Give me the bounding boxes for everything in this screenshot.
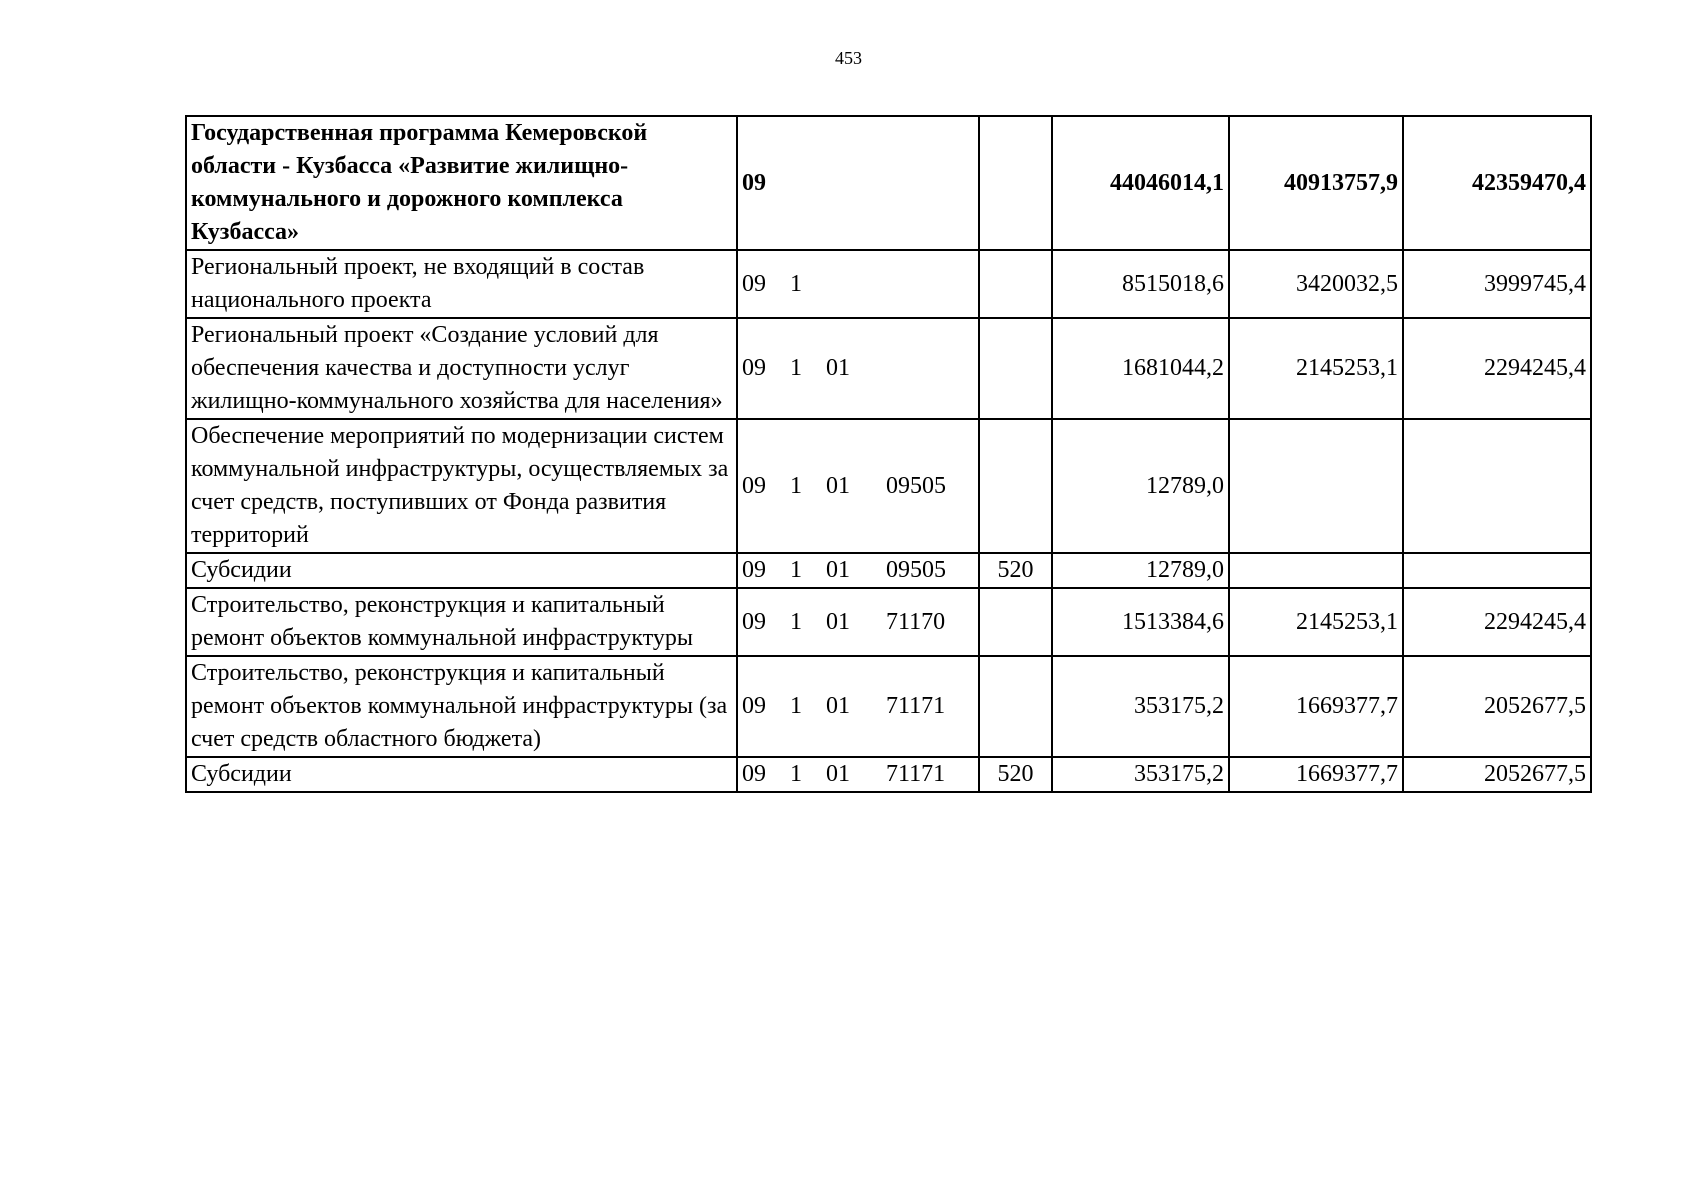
amount-year-1: 8515018,6 (1052, 250, 1229, 318)
table-row (186, 250, 1591, 318)
code-part-subprogram: 1 (790, 270, 802, 297)
amount-year-1: 353175,2 (1052, 656, 1229, 757)
program-code (737, 656, 979, 757)
expense-type (979, 656, 1052, 757)
amount-year-3 (1403, 419, 1591, 553)
program-code (737, 553, 979, 588)
program-code (737, 588, 979, 656)
expense-type (979, 588, 1052, 656)
budget-table (185, 115, 1592, 793)
page-number: 453 (835, 48, 862, 68)
table-row (186, 656, 1591, 757)
amount-year-3: 2294245,4 (1403, 318, 1591, 419)
expense-type (979, 419, 1052, 553)
amount-year-1: 12789,0 (1052, 553, 1229, 588)
table-row (186, 588, 1591, 656)
item-name: Субсидии (186, 757, 737, 792)
code-part-subprogram: 1 (790, 472, 802, 499)
item-name: Субсидии (186, 553, 737, 588)
amount-year-2: 3420032,5 (1229, 250, 1403, 318)
code-part-subprogram: 1 (790, 557, 802, 583)
code-part-program: 09 (742, 693, 766, 719)
amount-year-3: 2052677,5 (1403, 757, 1591, 792)
program-code (737, 419, 979, 553)
code-part-program: 09 (742, 557, 766, 583)
code-part-program: 09 (742, 169, 766, 196)
item-name: Государственная программа Кемеровской области - Кузбасса «Развитие жилищно-коммунального и дорожного комплекса Кузбасса» (186, 116, 737, 250)
code-part-program: 09 (742, 472, 766, 499)
amount-year-1: 1681044,2 (1052, 318, 1229, 419)
amount-year-3: 2294245,4 (1403, 588, 1591, 656)
expense-type (979, 250, 1052, 318)
code-part-subprogram: 1 (790, 355, 802, 381)
code-part-project: 01 (826, 761, 850, 787)
amount-year-2 (1229, 553, 1403, 588)
item-name: Региональный проект, не входящий в состав национального проекта (186, 250, 737, 318)
amount-year-2: 1669377,7 (1229, 757, 1403, 792)
item-name: Строительство, реконструкция и капитальный ремонт объектов коммунальной инфраструктуры (за счет средств областного бюджета) (186, 656, 737, 757)
code-part-program: 09 (742, 608, 766, 635)
code-part-direction: 71171 (886, 761, 946, 787)
table-row (186, 757, 1591, 792)
table-row (186, 553, 1591, 588)
code-part-project: 01 (826, 693, 850, 719)
table-row (186, 419, 1591, 553)
amount-year-3: 42359470,4 (1403, 116, 1591, 250)
expense-type: 520 (979, 757, 1052, 792)
amount-year-1: 1513384,6 (1052, 588, 1229, 656)
table-row (186, 318, 1591, 419)
amount-year-1: 12789,0 (1052, 419, 1229, 553)
code-part-project: 01 (826, 355, 850, 381)
code-part-project: 01 (826, 472, 850, 499)
code-part-subprogram: 1 (790, 608, 802, 635)
amount-year-3 (1403, 553, 1591, 588)
code-part-direction: 71170 (886, 608, 946, 635)
amount-year-2: 1669377,7 (1229, 656, 1403, 757)
amount-year-3: 3999745,4 (1403, 250, 1591, 318)
program-code (737, 757, 979, 792)
amount-year-1: 44046014,1 (1052, 116, 1229, 250)
code-part-direction: 09505 (886, 472, 946, 499)
program-code (737, 250, 979, 318)
expense-type (979, 116, 1052, 250)
program-code (737, 116, 979, 250)
item-name: Региональный проект «Создание условий для обеспечения качества и доступности услуг жилищно-коммунального хозяйства для населения» (186, 318, 737, 419)
amount-year-2: 2145253,1 (1229, 588, 1403, 656)
item-name: Обеспечение мероприятий по модернизации систем коммунальной инфраструктуры, осуществляемых за счет средств, поступивших от Фонда развития территорий (186, 419, 737, 553)
expense-type (979, 318, 1052, 419)
code-part-direction: 71171 (886, 693, 946, 719)
code-part-direction: 09505 (886, 557, 946, 583)
code-part-subprogram: 1 (790, 693, 802, 719)
program-code (737, 318, 979, 419)
code-part-program: 09 (742, 761, 766, 787)
code-part-project: 01 (826, 608, 850, 635)
table-row (186, 116, 1591, 250)
code-part-program: 09 (742, 270, 766, 297)
code-part-subprogram: 1 (790, 761, 802, 787)
item-name: Строительство, реконструкция и капитальный ремонт объектов коммунальной инфраструктуры (186, 588, 737, 656)
amount-year-2: 2145253,1 (1229, 318, 1403, 419)
amount-year-1: 353175,2 (1052, 757, 1229, 792)
expense-type: 520 (979, 553, 1052, 588)
amount-year-2 (1229, 419, 1403, 553)
amount-year-2: 40913757,9 (1229, 116, 1403, 250)
amount-year-3: 2052677,5 (1403, 656, 1591, 757)
code-part-program: 09 (742, 355, 766, 381)
code-part-project: 01 (826, 557, 850, 583)
